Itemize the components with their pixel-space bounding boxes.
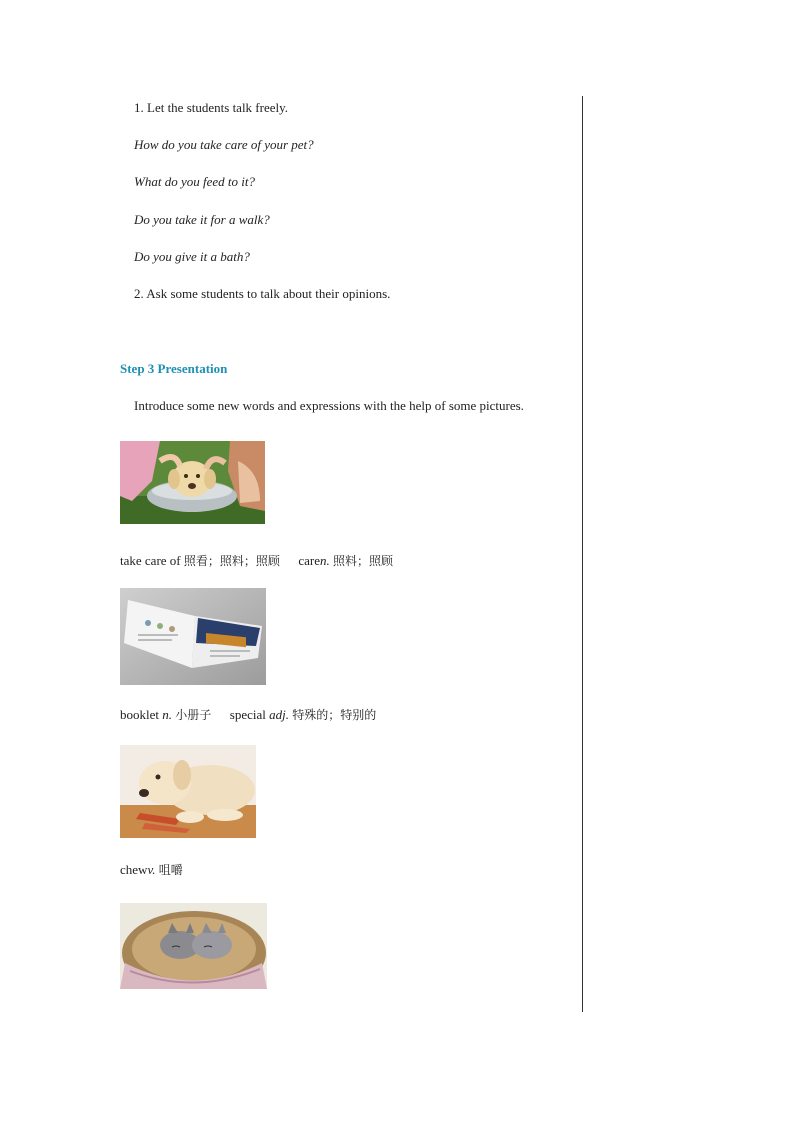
step1-text: 1. Let the students talk freely. <box>134 100 289 115</box>
term-take-care-of: take care of <box>120 553 181 568</box>
term-special-pos: adj. <box>269 707 289 722</box>
vocab-row-1 <box>120 553 393 569</box>
term-special-cn: 特殊的；特别的 <box>292 708 377 722</box>
kittens-basket-image <box>120 903 267 989</box>
term-care: care <box>298 553 321 568</box>
intro-text: Introduce some new words and expressions with the help of some pictures. <box>134 398 524 413</box>
section-heading: Step 3 Presentation <box>120 361 228 376</box>
question-4: Do you give it a bath? <box>134 249 250 264</box>
term-booklet-cn: 小册子 <box>175 708 212 722</box>
term-booklet-pos: n. <box>162 707 172 722</box>
booklet-image <box>120 588 266 685</box>
dog-chewing-image <box>120 745 256 838</box>
question-1: How do you take care of your pet? <box>134 137 314 152</box>
term-care-pos: n. <box>320 553 330 568</box>
term-take-care-of-cn: 照看；照料；照顾 <box>183 554 280 568</box>
dog-bath-image <box>120 441 265 524</box>
margin-rule <box>582 96 583 1012</box>
term-chew-pos: v. <box>147 862 156 877</box>
term-chew: chew <box>120 862 148 877</box>
term-care-cn: 照料；照顾 <box>333 554 394 568</box>
term-special: special <box>229 707 266 722</box>
vocab-row-3 <box>120 862 183 878</box>
term-chew-cn: 咀嚼 <box>158 863 183 877</box>
question-3: Do you take it for a walk? <box>134 212 270 227</box>
question-2: What do you feed to it? <box>134 174 255 189</box>
term-booklet: booklet <box>120 707 159 722</box>
step2-text: 2. Ask some students to talk about their opinions. <box>134 286 391 301</box>
vocab-row-2 <box>120 707 376 723</box>
